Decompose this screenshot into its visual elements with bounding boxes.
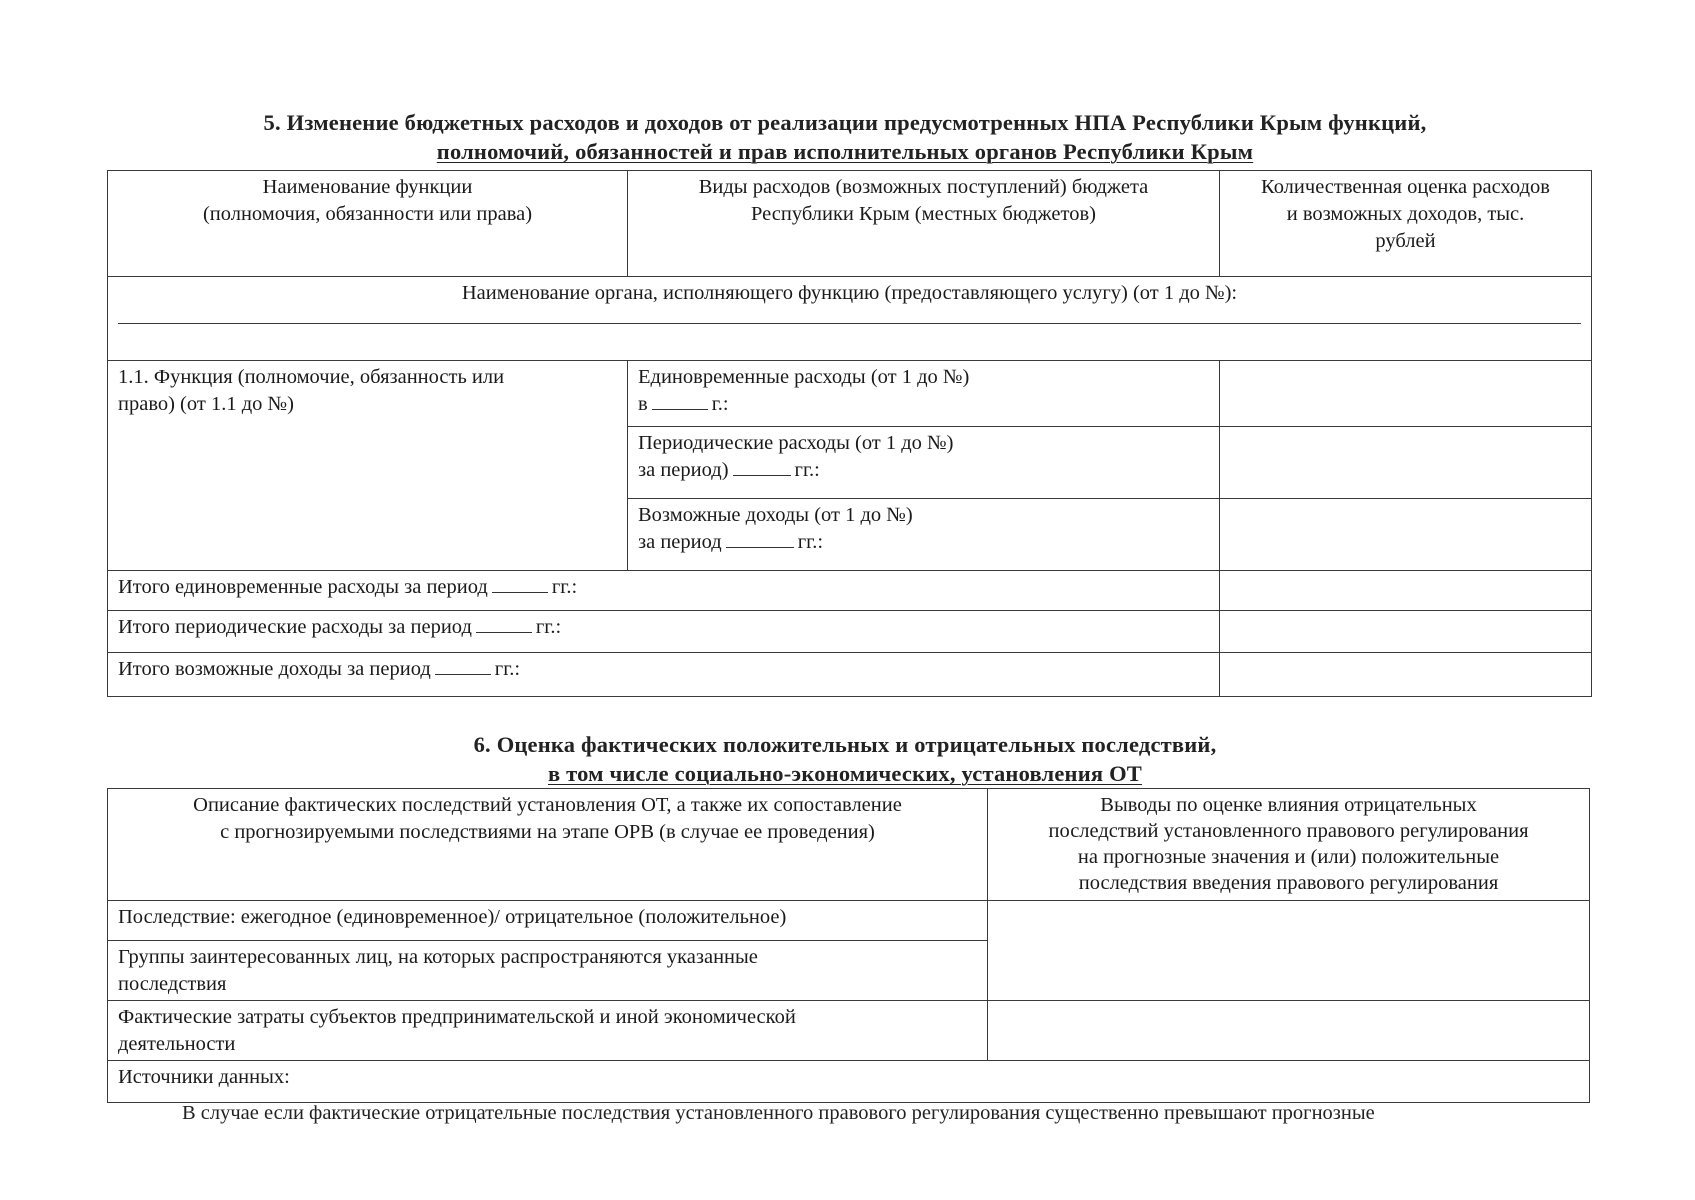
header-quantitative-estimate — [1220, 171, 1592, 277]
income-period-blank — [726, 529, 794, 548]
income-suffix: гг.: — [797, 531, 824, 553]
actual-costs-cell — [108, 1001, 988, 1061]
total-one-time-prefix: Итого единовременные расходы за период — [118, 576, 488, 598]
periodic-period-blank — [733, 457, 791, 476]
interested-groups-cell — [108, 941, 988, 1001]
total-periodic-cell — [108, 611, 1220, 653]
organ-name-cell — [108, 277, 1592, 361]
section5-title-line2: полномочий, обязанностей и прав исполнительных органов Республики Крым — [436, 139, 1254, 164]
footer-paragraph: В случае если фактические отрицательные последствия установленного правового регулирования существенно превышают прогнозные — [182, 1102, 1375, 1124]
interested-groups-line1: Группы заинтересованных лиц, на которых распространяются указанные — [118, 946, 758, 968]
consequences-header-row — [108, 789, 1590, 901]
costs-value-cell — [988, 1001, 1590, 1061]
total-income-row — [108, 653, 1592, 697]
one-time-expenses-cell — [628, 361, 1220, 427]
header-actual-consequences-line1: Описание фактических последствий установления ОТ, а также их сопоставление — [193, 794, 902, 816]
total-income-blank — [435, 656, 491, 675]
total-one-time-blank — [492, 574, 548, 593]
header-function-name-line1: Наименование функции — [262, 176, 473, 198]
consequences-table — [107, 788, 1590, 1103]
header-expense-types-line1: Виды расходов (возможных поступлений) бюджета — [698, 176, 1149, 198]
consequence-cell: Последствие: ежегодное (единовременное)/ отрицательное (положительное) — [108, 901, 988, 941]
organ-name-label: Наименование органа, исполняющего функцию (предоставляющего услугу) (от 1 до №): — [461, 282, 1238, 304]
actual-costs-line2: деятельности — [118, 1033, 236, 1055]
total-periodic-prefix: Итого периодические расходы за период — [118, 616, 472, 638]
total-periodic-value-cell — [1220, 611, 1592, 653]
header-quantitative-estimate-line2: и возможных доходов, тыс. — [1286, 203, 1525, 225]
organ-name-blank-line — [118, 323, 1581, 324]
total-one-time-value-cell — [1220, 571, 1592, 611]
header-function-name-line2: (полномочия, обязанности или права) — [202, 203, 533, 225]
section5-title-line1: 5. Изменение бюджетных расходов и доходов от реализации предусмотренных НПА Республики Крым функций, — [263, 110, 1427, 135]
header-expense-types-line2: Республики Крым (местных бюджетов) — [751, 203, 1096, 225]
sources-row — [108, 1061, 1590, 1103]
header-quantitative-estimate-line3: рублей — [1375, 230, 1436, 252]
periodic-expenses-label: Периодические расходы (от 1 до №) — [638, 432, 954, 454]
header-function-name — [108, 171, 628, 277]
section5-title — [100, 108, 1590, 166]
possible-income-label: Возможные доходы (от 1 до №) — [638, 504, 913, 526]
section6-title-line2: в том числе социально-экономических, установления ОТ — [548, 761, 1142, 786]
total-periodic-blank — [476, 614, 532, 633]
actual-costs-line1: Фактические затраты субъектов предпринимательской и иной экономической — [118, 1006, 796, 1028]
budget-table-header-row — [108, 171, 1592, 277]
conclusions-value-cell — [988, 901, 1590, 1001]
section6-title — [100, 730, 1590, 788]
header-conclusions-line2: последствий установленного правового регулирования — [1048, 820, 1529, 842]
total-periodic-suffix: гг.: — [535, 616, 562, 638]
budget-table — [107, 170, 1592, 697]
periodic-suffix: гг.: — [794, 459, 820, 481]
total-income-value-cell — [1220, 653, 1592, 697]
one-time-prefix: в — [638, 393, 648, 415]
periodic-expenses-cell — [628, 427, 1220, 499]
function-cell-line2: право) (от 1.1 до №) — [118, 393, 294, 415]
total-income-suffix: гг.: — [494, 658, 521, 680]
one-time-value-cell — [1220, 361, 1592, 427]
interested-groups-line2: последствия — [118, 973, 227, 995]
one-time-expenses-label: Единовременные расходы (от 1 до №) — [638, 366, 970, 388]
periodic-value-cell — [1220, 427, 1592, 499]
total-one-time-row — [108, 571, 1592, 611]
organ-row — [108, 277, 1592, 361]
total-income-prefix: Итого возможные доходы за период — [118, 658, 431, 680]
header-actual-consequences — [108, 789, 988, 901]
income-value-cell — [1220, 499, 1592, 571]
costs-row — [108, 1001, 1590, 1061]
one-time-row — [108, 361, 1592, 427]
income-prefix: за период — [638, 531, 722, 553]
header-conclusions-line1: Выводы по оценке влияния отрицательных — [1100, 794, 1477, 816]
header-expense-types — [628, 171, 1220, 277]
function-cell — [108, 361, 628, 571]
one-time-year-blank — [652, 391, 708, 410]
consequence-row — [108, 901, 1590, 941]
header-conclusions — [988, 789, 1590, 901]
possible-income-cell — [628, 499, 1220, 571]
section6-title-line1: 6. Оценка фактических положительных и отрицательных последствий, — [473, 732, 1217, 757]
function-cell-line1: 1.1. Функция (полномочие, обязанность или — [118, 366, 505, 388]
total-periodic-row — [108, 611, 1592, 653]
total-one-time-suffix: гг.: — [551, 576, 578, 598]
header-quantitative-estimate-line1: Количественная оценка расходов — [1261, 176, 1550, 198]
header-conclusions-line4: последствия введения правового регулирования — [1078, 872, 1499, 894]
one-time-suffix: г.: — [711, 393, 729, 415]
periodic-prefix: за период) — [638, 459, 729, 481]
header-actual-consequences-line2: с прогнозируемыми последствиями на этапе ОРВ (в случае ее проведения) — [220, 821, 875, 843]
total-one-time-cell — [108, 571, 1220, 611]
total-income-cell — [108, 653, 1220, 697]
data-sources-cell: Источники данных: — [108, 1061, 1590, 1103]
header-conclusions-line3: на прогнозные значения и (или) положительные — [1077, 846, 1500, 868]
